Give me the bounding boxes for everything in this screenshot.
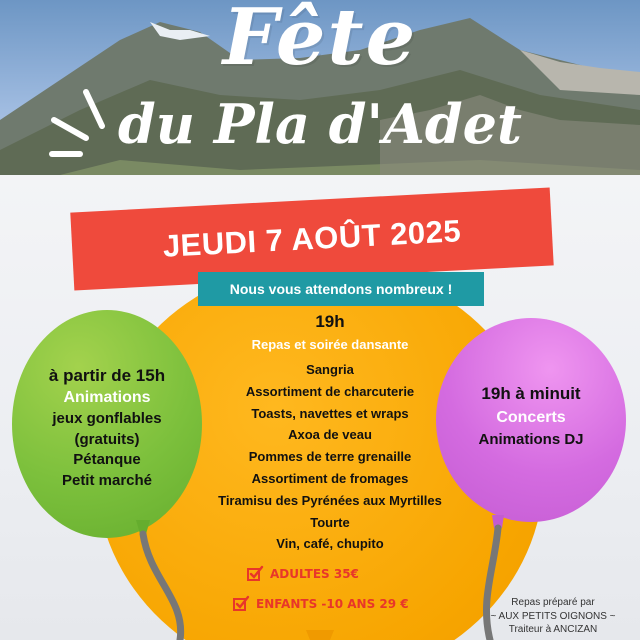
event-date: JEUDI 7 AOÛT 2025 [161,213,462,264]
sparkle-lines-icon [40,80,150,160]
afternoon-item: (gratuits) [74,430,140,448]
menu-item: Tiramisu des Pyrénées aux Myrtilles [218,492,442,508]
poster-title: Fête [222,0,418,83]
night-item: Animations DJ [478,431,584,448]
price-adults: ADULTES 35€ [270,567,359,581]
night-time: 19h à minuit [481,384,581,403]
price-children: ENFANTS -10 ANS 29 € [256,597,409,611]
checkbox-check-icon [246,565,264,583]
caterer-credit [468,596,638,637]
menu-item: Assortiment de charcuterie [245,383,415,399]
afternoon-item: jeux gonflables [52,410,162,427]
price-row [228,589,448,619]
night-block [446,384,616,448]
menu-item: Sangria [306,362,354,377]
evening-heading: Repas et soirée dansante [251,337,409,352]
menu-list [180,359,480,555]
menu-item: Tourte [310,514,350,530]
afternoon-time: à partir de 15h [48,366,166,385]
night-heading: Concerts [496,409,566,426]
invite-text: Nous vous attendons nombreux ! [229,281,453,297]
afternoon-heading: Animations [63,389,151,406]
caterer-line: ~ AUX PETITS OIGNONS ~ [490,610,616,622]
caterer-line: Repas préparé par [511,597,595,608]
invite-bar [198,272,484,306]
poster-subtitle: du Pla d'Adet [118,92,522,156]
afternoon-item: Pétanque [73,451,141,468]
afternoon-item: Petit marché [61,471,153,489]
menu-item: Assortiment de fromages [251,470,409,486]
menu-item: Vin, café, chupito [276,536,384,552]
menu-item: Toasts, navettes et wraps [251,405,409,421]
menu-item: Pommes de terre grenaille [248,449,412,465]
menu-item: Axoa de veau [288,427,372,443]
caterer-line: Traiteur à ANCIZAN [508,624,598,635]
price-list [228,559,448,619]
evening-time: 19h [315,312,345,331]
price-row [228,559,448,589]
checkbox-check-icon [232,595,250,613]
afternoon-block [22,366,192,491]
